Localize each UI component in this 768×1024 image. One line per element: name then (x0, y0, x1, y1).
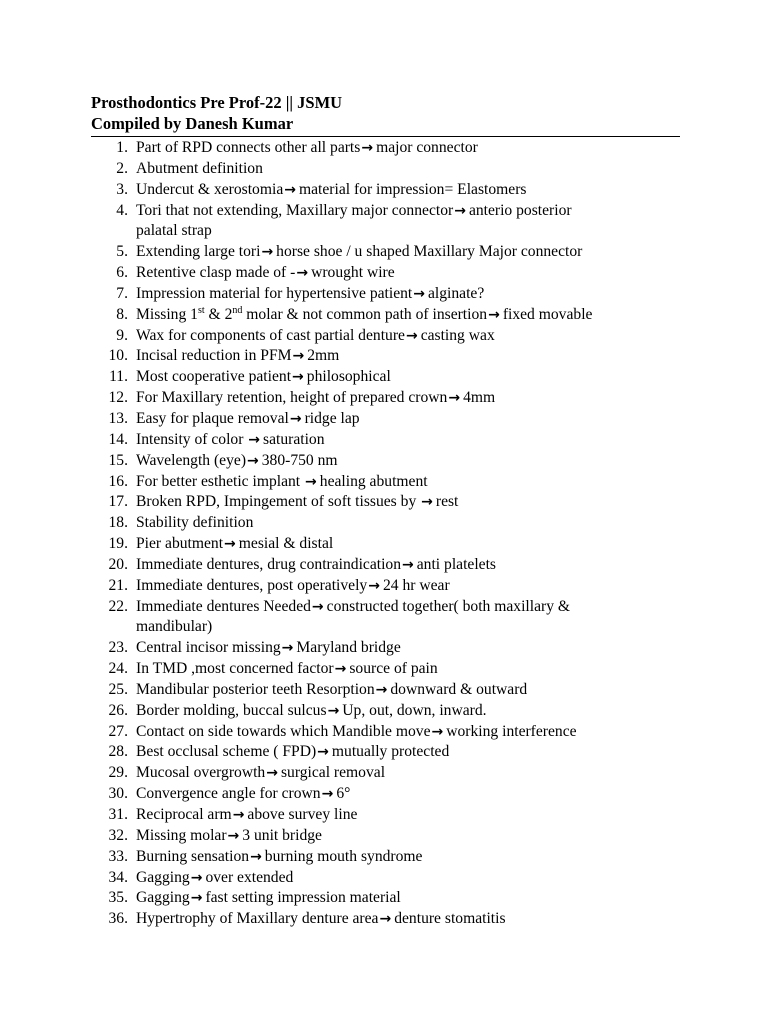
item-number: 36. (108, 910, 128, 928)
document-title: Prosthodontics Pre Prof-22 || JSMU (91, 93, 343, 112)
item-answer: mesial & distal (238, 535, 334, 553)
right-arrow-icon: → (190, 890, 203, 907)
right-arrow-icon: → (250, 848, 262, 865)
item-prompt: Part of RPD connects other all parts (136, 139, 361, 156)
item-text (136, 577, 450, 594)
list-item (0, 242, 768, 263)
item-number: 19. (108, 535, 128, 553)
item-prompt: Border molding, buccal sulcus (136, 701, 327, 719)
item-prompt: Missing 1 (136, 305, 198, 323)
item-number: 9. (116, 326, 128, 344)
item-number: 33. (108, 847, 128, 865)
list-item (0, 680, 768, 701)
list-item (0, 638, 768, 659)
list-item (0, 305, 768, 326)
item-number: 12. (108, 389, 128, 407)
right-arrow-icon: → (227, 827, 240, 844)
list-item (0, 597, 768, 639)
right-arrow-icon: → (327, 702, 340, 719)
item-prompt: Impression material for hypertensive patient (136, 284, 413, 302)
item-text (136, 889, 401, 906)
list-item (0, 576, 768, 597)
item-text (136, 660, 438, 677)
list-item (0, 492, 768, 513)
item-prompt: Missing molar (136, 826, 227, 844)
item-answer: burning mouth syndrome (264, 847, 423, 865)
list-item (0, 763, 768, 784)
right-arrow-icon: → (266, 765, 278, 782)
item-prompt: Broken RPD, Impingement of soft tissues by (136, 493, 421, 511)
item-answer: Maryland bridge (296, 639, 401, 657)
item-continuation: palatal strap (136, 222, 212, 240)
document-header (91, 92, 691, 134)
item-prompt: Central incisor missing (136, 639, 281, 657)
right-arrow-icon: → (284, 181, 296, 198)
right-arrow-icon: → (375, 681, 388, 698)
item-answer: saturation (263, 430, 325, 448)
item-number: 26. (108, 701, 128, 719)
item-number: 8. (116, 305, 128, 323)
item-number: 10. (108, 347, 128, 365)
item-number: 13. (108, 409, 128, 427)
item-prompt: Mandibular posterior teeth Resorption (136, 680, 375, 698)
item-text (136, 598, 570, 615)
item-answer: above survey line (247, 806, 358, 823)
item-text (136, 681, 527, 698)
item-answer: 2mm (307, 347, 340, 365)
list-item (0, 784, 768, 805)
item-text (136, 202, 572, 219)
item-number: 20. (108, 555, 128, 573)
list-item (0, 430, 768, 451)
list-item (0, 534, 768, 555)
item-answer: horse shoe / u shaped Maxillary Major connector (276, 243, 583, 261)
right-arrow-icon: → (232, 807, 245, 823)
item-answer: fast setting impression material (205, 889, 401, 907)
item-text (136, 306, 592, 323)
item-answer: wrought wire (311, 264, 395, 282)
item-continuation: mandibular) (136, 618, 213, 636)
item-answer: working interference (446, 722, 577, 740)
item-prompt: Immediate dentures Needed (136, 597, 311, 615)
item-answer: healing abutment (319, 472, 428, 490)
item-prompt: Abutment definition (136, 159, 263, 177)
list-item (0, 659, 768, 680)
list-item (0, 367, 768, 388)
right-arrow-icon: → (292, 369, 304, 386)
ordinal-suffix: nd (232, 304, 243, 316)
list-item (0, 888, 768, 909)
item-number: 11. (109, 368, 128, 386)
item-number: 25. (108, 680, 128, 698)
right-arrow-icon: → (405, 327, 418, 344)
right-arrow-icon: → (431, 723, 444, 740)
item-prompt: Contact on side towards which Mandible move (136, 722, 431, 740)
item-text (136, 347, 339, 364)
item-text (136, 785, 350, 802)
item-answer: anti platelets (416, 555, 496, 573)
list-item (0, 201, 768, 243)
list-item (0, 701, 768, 722)
list-item (0, 284, 768, 305)
item-text (136, 702, 487, 719)
item-prompt: Gagging (136, 889, 190, 907)
item-number: 29. (108, 764, 128, 782)
item-answer: 24 hr wear (382, 576, 450, 594)
ordinal-suffix: st (197, 304, 205, 316)
item-number: 15. (108, 451, 128, 469)
item-text (136, 431, 325, 448)
item-number: 7. (116, 284, 128, 302)
item-text (136, 806, 357, 823)
item-prompt: Best occlusal scheme ( FPD) (136, 743, 317, 761)
right-arrow-icon: → (190, 869, 203, 886)
item-number: 1. (116, 139, 128, 156)
list-item (0, 868, 768, 889)
item-text (136, 139, 478, 156)
item-text (136, 848, 422, 865)
item-prompt: Tori that not extending, Maxillary major connector (136, 201, 454, 219)
item-answer: 3 unit bridge (242, 826, 322, 844)
right-arrow-icon: → (321, 786, 334, 803)
item-number: 35. (108, 889, 128, 907)
right-arrow-icon: → (261, 244, 274, 261)
right-arrow-icon: → (368, 577, 380, 594)
item-prompt: Easy for plaque removal (136, 409, 289, 427)
item-text (136, 243, 582, 260)
right-arrow-icon: → (448, 390, 461, 407)
item-number: 22. (108, 597, 128, 615)
right-arrow-icon: → (361, 140, 374, 156)
item-number: 21. (108, 576, 128, 594)
item-answer: constructed together( both maxillary & (326, 597, 571, 615)
item-text (136, 639, 401, 656)
item-prompt: Stability definition (136, 514, 254, 532)
item-prompt: Incisal reduction in PFM (136, 347, 292, 365)
right-arrow-icon: → (305, 473, 317, 490)
compiled-by-line: Compiled by Danesh Kumar (91, 114, 294, 133)
list-item (0, 326, 768, 347)
list-item (0, 722, 768, 743)
list-item (0, 159, 768, 180)
item-number: 23. (108, 639, 128, 657)
header-divider (91, 136, 680, 137)
item-prompt: Mucosal overgrowth (136, 764, 266, 782)
item-prompt: Pier abutment (136, 535, 224, 553)
list-item (0, 263, 768, 284)
item-prompt: Wax for components of cast partial denture (136, 326, 405, 344)
item-text (136, 473, 428, 490)
right-arrow-icon: → (247, 452, 259, 469)
item-text (136, 869, 293, 886)
item-answer: over extended (205, 868, 294, 886)
list-item (0, 909, 768, 930)
item-number: 30. (108, 785, 128, 803)
item-prompt: Reciprocal arm (136, 806, 232, 823)
item-prompt: For Maxillary retention, height of prepared crown (136, 389, 448, 407)
item-number: 3. (116, 180, 128, 198)
item-text (136, 743, 449, 760)
item-prompt: For better esthetic implant (136, 472, 305, 490)
item-prompt: & 2 (204, 305, 233, 323)
item-answer: rest (435, 493, 459, 511)
item-prompt: Immediate dentures, post operatively (136, 576, 368, 594)
right-arrow-icon: → (379, 911, 392, 928)
right-arrow-icon: → (248, 431, 261, 448)
item-answer: 6° (336, 785, 351, 803)
item-answer: ridge lap (304, 409, 360, 427)
item-number: 6. (116, 264, 128, 282)
list-item (0, 847, 768, 868)
right-arrow-icon: → (281, 640, 294, 657)
item-text (136, 493, 458, 510)
item-prompt: Immediate dentures, drug contraindication (136, 555, 402, 573)
right-arrow-icon: → (413, 285, 425, 302)
item-prompt: Convergence angle for crown (136, 785, 321, 803)
item-number: 5. (116, 243, 128, 261)
list-item (0, 555, 768, 576)
right-arrow-icon: → (292, 348, 305, 365)
list-item (0, 388, 768, 409)
item-text (136, 368, 391, 385)
item-prompt: Undercut & xerostomia (136, 180, 284, 198)
item-text (136, 160, 263, 177)
item-answer: surgical removal (280, 764, 386, 782)
item-number: 17. (108, 493, 128, 511)
item-answer: casting wax (420, 326, 495, 344)
right-arrow-icon: → (317, 744, 329, 761)
list-item (0, 346, 768, 367)
right-arrow-icon: → (311, 598, 324, 615)
right-arrow-icon: → (454, 202, 466, 219)
item-text (136, 827, 322, 844)
item-text (136, 764, 385, 781)
item-number: 2. (116, 159, 128, 177)
item-answer: 380-750 nm (261, 451, 338, 469)
item-prompt: Retentive clasp made of - (136, 264, 296, 282)
list-item (0, 805, 768, 826)
list-item (0, 513, 768, 534)
item-prompt: Wavelength (eye) (136, 451, 247, 469)
item-text (136, 264, 395, 281)
item-text (136, 181, 526, 198)
item-number: 32. (108, 826, 128, 844)
list-item (0, 180, 768, 201)
item-number: 18. (108, 514, 128, 532)
item-answer: mutually protected (331, 743, 450, 761)
list-item (0, 472, 768, 493)
right-arrow-icon: → (402, 556, 414, 573)
item-answer: Up, out, down, inward. (342, 701, 487, 719)
item-answer: fixed movable (502, 305, 593, 323)
item-answer: alginate? (428, 284, 485, 302)
item-answer: downward & outward (390, 680, 528, 698)
item-prompt: Hypertrophy of Maxillary denture area (136, 910, 379, 928)
item-text (136, 723, 577, 740)
item-prompt: Gagging (136, 868, 190, 886)
item-answer: material for impression= Elastomers (298, 180, 527, 198)
item-answer: 4mm (463, 389, 496, 407)
right-arrow-icon: → (296, 265, 309, 282)
item-answer: source of pain (349, 660, 438, 678)
right-arrow-icon: → (334, 661, 347, 678)
right-arrow-icon: → (289, 410, 302, 427)
item-number: 34. (108, 868, 128, 886)
item-number: 16. (108, 472, 128, 490)
item-number: 14. (108, 430, 128, 448)
item-answer: philosophical (306, 368, 391, 386)
item-prompt: Extending large tori (136, 243, 261, 261)
list-item (0, 826, 768, 847)
item-text (136, 535, 333, 552)
item-text (136, 514, 253, 531)
item-text (136, 410, 360, 427)
list-item (0, 138, 768, 159)
item-answer: denture stomatitis (394, 910, 506, 928)
item-number: 4. (116, 201, 128, 219)
item-prompt: Intensity of color (136, 430, 248, 448)
list-item (0, 742, 768, 763)
right-arrow-icon: → (224, 536, 236, 553)
item-answer: anterio posterior (468, 201, 572, 219)
item-text (136, 285, 484, 302)
list-item (0, 409, 768, 430)
item-number: 31. (108, 806, 128, 823)
item-number: 28. (108, 743, 128, 761)
list-item (0, 451, 768, 472)
question-list (0, 138, 768, 930)
item-answer: major connector (376, 139, 478, 156)
item-text (136, 327, 495, 344)
item-number: 24. (108, 660, 128, 678)
item-text (136, 452, 338, 469)
right-arrow-icon: → (421, 494, 433, 511)
item-prompt: Burning sensation (136, 847, 250, 865)
item-text (136, 389, 495, 406)
item-text (136, 556, 496, 573)
item-number: 27. (108, 722, 128, 740)
item-prompt: Most cooperative patient (136, 368, 292, 386)
item-prompt: molar & not common path of insertion (242, 305, 488, 323)
item-prompt: In TMD ,most concerned factor (136, 660, 334, 678)
right-arrow-icon: → (488, 306, 500, 323)
item-text (136, 910, 506, 927)
